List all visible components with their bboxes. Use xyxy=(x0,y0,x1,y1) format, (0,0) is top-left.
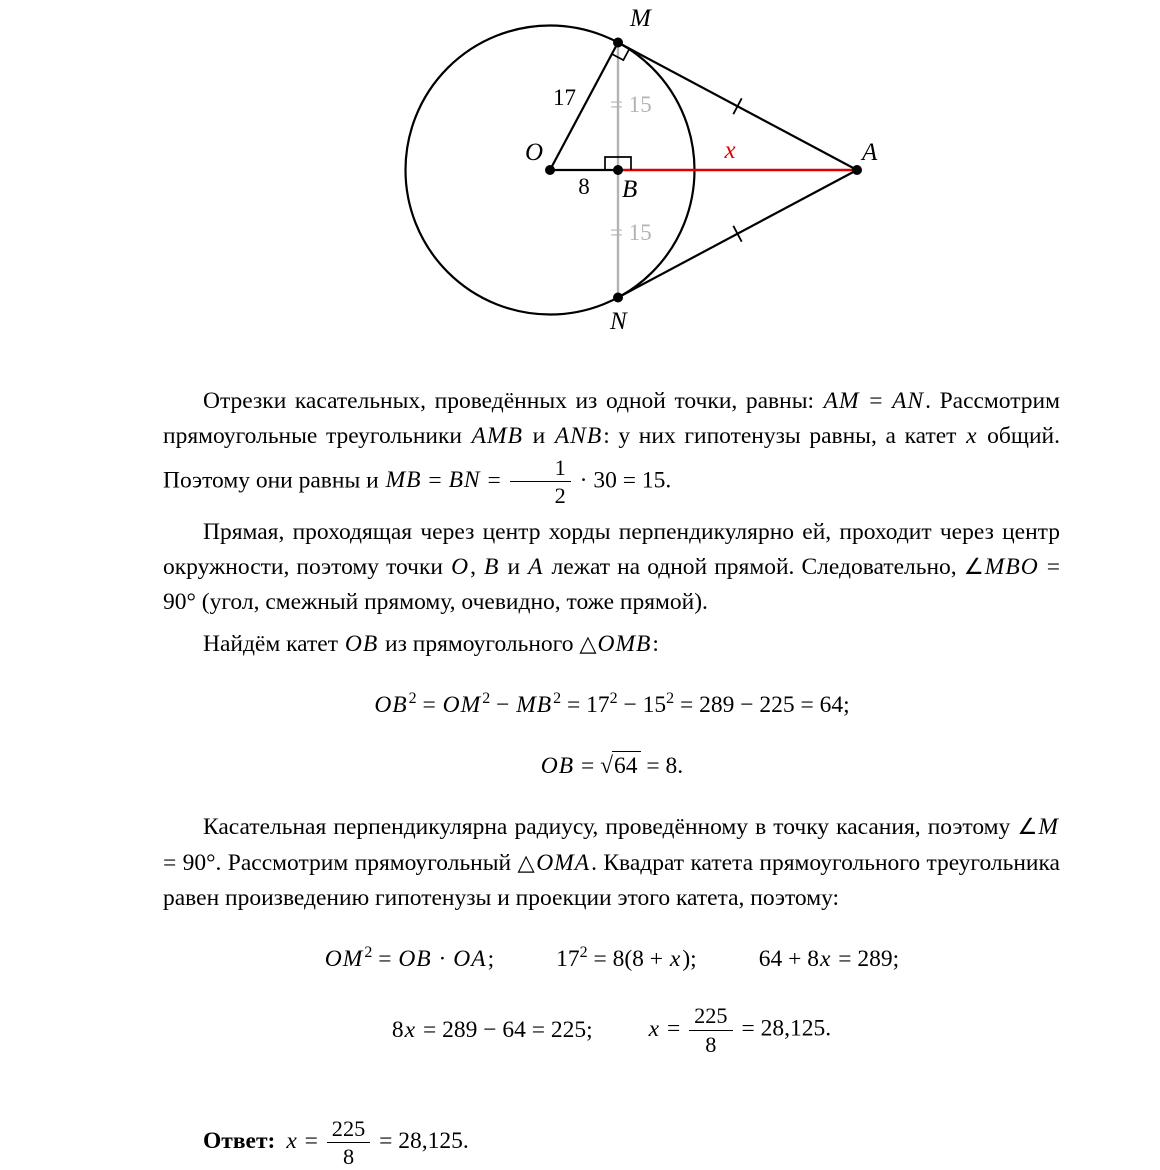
equation-8x: 8x = 289 − 64 = 225; xyxy=(391,1016,593,1043)
label-m: M xyxy=(630,5,651,32)
answer-label: Ответ: xyxy=(203,1128,276,1155)
point-m xyxy=(613,38,623,48)
label-o: O xyxy=(524,139,543,166)
paragraph-tangents-equal: Отрезки касательных, проведённых из одной точки, равны: AM = AN. Рассмотрим прямоугольные треугольники AMB и ANB: у них гипотенузы равны, а катет x общий. Поэтому они равны и MB = BN = $\frac{1}{2}$ · 30 = 15. xyxy=(163,388,1061,509)
label-b: B xyxy=(622,176,638,203)
label-a: A xyxy=(862,139,878,166)
equation-ob-sqrt: OB = √64 = 8. xyxy=(540,753,684,780)
equation-row-2 xyxy=(163,1003,1060,1057)
label-radius-17: 17 xyxy=(553,85,576,110)
answer-line xyxy=(163,1116,1060,1170)
label-ob-8: 8 xyxy=(578,174,590,199)
paragraph-collinear: Прямая, проходящая через центр хорды перпендикулярно ей, проходит через центр окружности, поэтому точки O, B и A лежат на одной прямой. Следовательно, ∠MBO = 90° (угол, смежный прямому, очевидно, тоже прямой). xyxy=(163,518,1061,616)
point-a xyxy=(852,165,862,175)
label-bn-15: = 15 xyxy=(610,220,652,245)
paragraph-tangent-perpendicular: Касательная перпендикулярна радиусу, проведённому в точку касания, поэтому ∠M = 90°. Рассмотрим прямоугольный △OMA. Квадрат катета прямоугольного треугольника равен произведению гипотенузы и проекции этого катета, поэтому: xyxy=(163,814,1060,911)
equation-om2: $OM^2$ = OB · OA; xyxy=(324,944,495,973)
label-mb-15: = 15 xyxy=(610,92,652,117)
paragraph-find-ob: Найдём катет OB из прямоугольного △OMB: xyxy=(203,630,659,657)
equation-x-result: x = $\frac{225}{8}$ = 28,125. xyxy=(648,1003,832,1058)
equation-64-8x: 64 + 8x = 289; xyxy=(758,946,900,973)
equation-row-1 xyxy=(163,942,1060,977)
equation-17sq: $17^2 = 8(8 + x)$; xyxy=(556,944,697,973)
tick-na xyxy=(733,226,741,242)
point-b xyxy=(613,165,623,175)
solution-text xyxy=(163,384,1060,1170)
point-n xyxy=(613,293,623,303)
label-x: x xyxy=(724,137,736,164)
tick-ma xyxy=(733,98,741,114)
geometry-diagram xyxy=(0,0,1160,360)
equation-ob-squared: $OB^2 = OM^2 - MB^2 = 17^2 - 15^2 = 289 - 225 = 64$; xyxy=(374,690,850,718)
point-o xyxy=(545,165,555,175)
answer-value: x = $\frac{225}{8}$ = 28,125. xyxy=(286,1115,469,1170)
label-n: N xyxy=(610,308,627,335)
